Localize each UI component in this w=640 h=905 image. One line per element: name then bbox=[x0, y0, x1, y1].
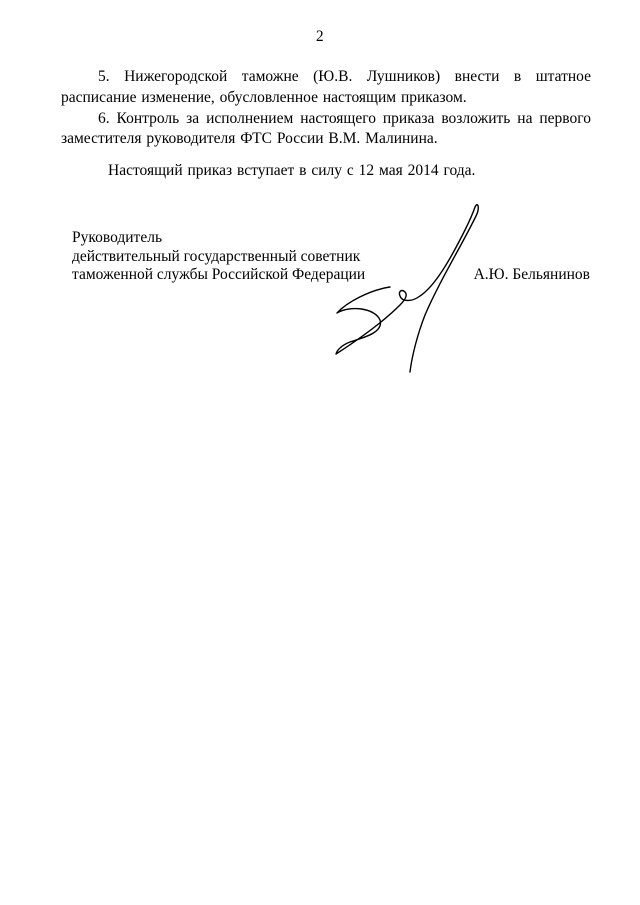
paragraph-effective-date: Настоящий приказ вступает в силу с 12 мая 2014 года. bbox=[108, 162, 476, 180]
page-number: 2 bbox=[315, 28, 325, 45]
position-line-2: действительный государственный советник bbox=[72, 247, 361, 265]
document-body bbox=[61, 67, 591, 182]
position-line-3: таможенной службы Российской Федерации bbox=[72, 266, 366, 284]
signatory-name: А.Ю. Бельянинов bbox=[473, 266, 590, 284]
signatory-position bbox=[72, 229, 365, 285]
handwritten-signature-icon bbox=[330, 197, 485, 375]
paragraph-item-5: 5. Нижегородской таможне (Ю.В. Лушников) внести в штатное расписание изменение, обусловленное настоящим приказом. bbox=[61, 68, 591, 106]
position-line-1: Руководитель bbox=[72, 229, 163, 246]
paragraph-item-6: 6. Контроль за исполнением настоящего приказа возложить на первого заместителя руководителя ФТС России В.М. Малинина. bbox=[61, 109, 591, 148]
